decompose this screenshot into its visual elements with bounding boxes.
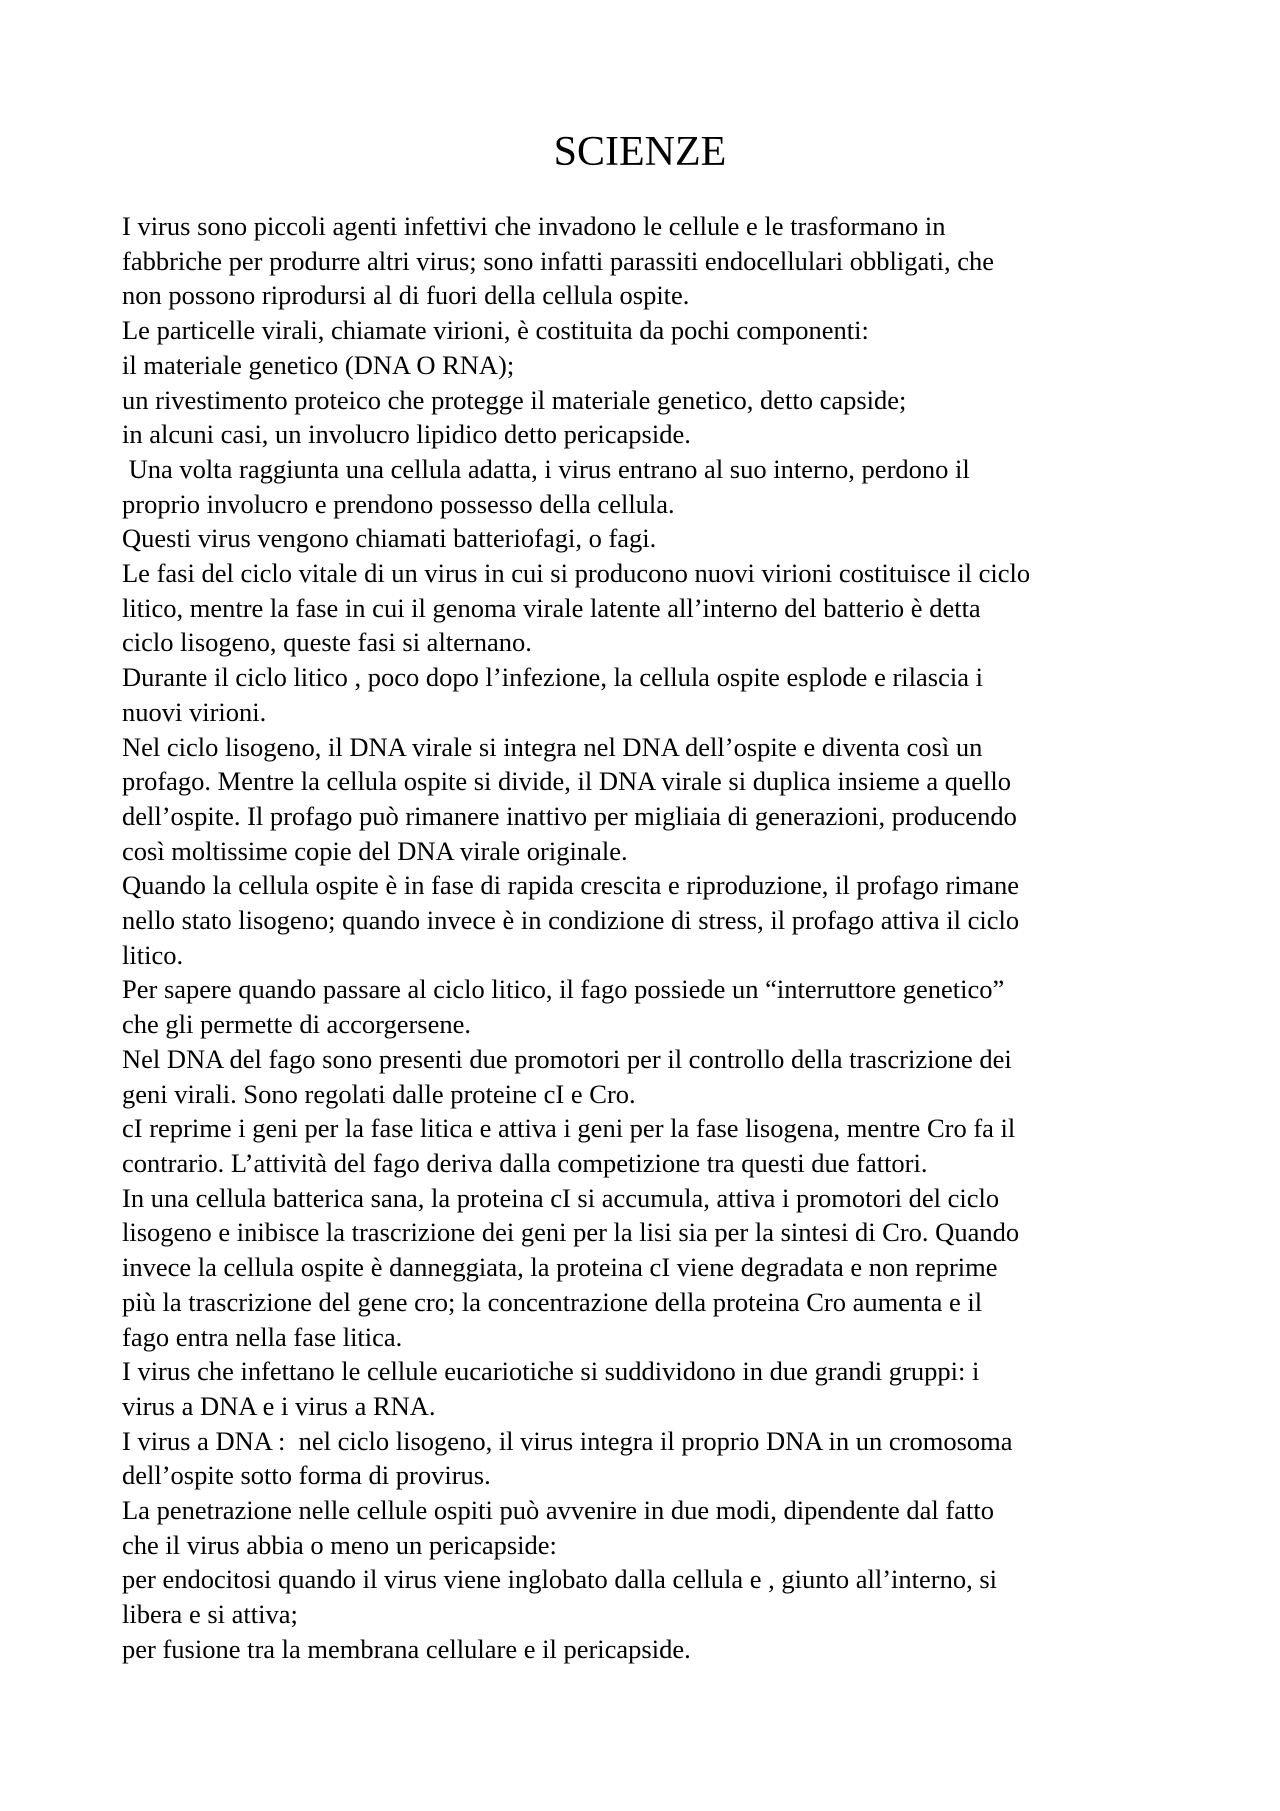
text-line: I virus che infettano le cellule eucariotiche si suddividono in due grandi gruppi: i xyxy=(122,1356,980,1387)
text-line: il materiale genetico (DNA O RNA); xyxy=(122,349,515,380)
text-line: fabbriche per produrre altri virus; sono infatti parassiti endocellulari obbligati, che xyxy=(122,245,995,276)
text-line: profago. Mentre la cellula ospite si divide, il DNA virale si duplica insieme a quello xyxy=(122,766,1011,797)
text-line: I virus sono piccoli agenti infettivi che invadono le cellule e le trasformano in xyxy=(122,211,946,241)
text-line: In una cellula batterica sana, la proteina cI si accumula, attiva i promotori del ciclo xyxy=(122,1182,1000,1213)
text-line: Le fasi del ciclo vitale di un virus in cui si producono nuovi virioni costituisce il ciclo xyxy=(122,558,1031,589)
text-line: cI reprime i geni per la fase litica e attiva i geni per la fase lisogena, mentre Cro fa il xyxy=(122,1113,1016,1144)
text-line: così moltissime copie del DNA virale originale. xyxy=(122,835,628,866)
text-line: nello stato lisogeno; quando invece è in condizione di stress, il profago attiva il ciclo xyxy=(122,905,1020,936)
text-line: per endocitosi quando il virus viene inglobato dalla cellula e , giunto all’interno, si xyxy=(122,1564,998,1595)
text-line: un rivestimento proteico che protegge il materiale genetico, detto capside; xyxy=(122,384,907,415)
text-line: non possono riprodursi al di fuori della cellula ospite. xyxy=(122,280,690,311)
text-line: I virus a DNA : nel ciclo lisogeno, il virus integra il proprio DNA in un cromosoma xyxy=(122,1425,1013,1456)
text-line: Nel ciclo lisogeno, il DNA virale si integra nel DNA dell’ospite e diventa così un xyxy=(122,731,983,762)
text-line: proprio involucro e prendono possesso della cellula. xyxy=(122,488,675,519)
text-line: libera e si attiva; xyxy=(122,1599,298,1630)
text-line: invece la cellula ospite è danneggiata, la proteina cI viene degradata e non reprime xyxy=(122,1252,998,1283)
text-line: in alcuni casi, un involucro lipidico detto pericapside. xyxy=(122,419,691,450)
text-line: virus a DNA e i virus a RNA. xyxy=(122,1390,436,1421)
text-line: Una volta raggiunta una cellula adatta, i virus entrano al suo interno, perdono il xyxy=(122,453,970,484)
text-line: lisogeno e inibisce la trascrizione dei geni per la lisi sia per la sintesi di Cro. Quando xyxy=(122,1217,1020,1248)
text-line: La penetrazione nelle cellule ospiti può avvenire in due modi, dipendente dal fatto xyxy=(122,1495,994,1526)
text-line: litico, mentre la fase in cui il genoma virale latente all’interno del batterio è detta xyxy=(122,592,981,623)
text-line: ciclo lisogeno, queste fasi si alternano. xyxy=(122,627,532,658)
text-line: Nel DNA del fago sono presenti due promotori per il controllo della trascrizione dei xyxy=(122,1043,1012,1074)
text-line: Le particelle virali, chiamate virioni, è costituita da pochi componenti: xyxy=(122,315,869,346)
text-line: che il virus abbia o meno un pericapside: xyxy=(122,1529,557,1560)
text-line: Questi virus vengono chiamati batteriofagi, o fagi. xyxy=(122,523,657,554)
body-text xyxy=(122,209,1182,1667)
text-line: nuovi virioni. xyxy=(122,696,267,727)
text-line: dell’ospite. Il profago può rimanere inattivo per migliaia di generazioni, producendo xyxy=(122,800,1017,831)
text-line: litico. xyxy=(122,939,184,970)
text-line: Per sapere quando passare al ciclo litico, il fago possiede un “interruttore genetico” xyxy=(122,974,1005,1005)
text-line: che gli permette di accorgersene. xyxy=(122,1009,471,1040)
text-line: dell’ospite sotto forma di provirus. xyxy=(122,1460,491,1491)
text-line: contrario. L’attività del fago deriva dalla competizione tra questi due fattori. xyxy=(122,1147,928,1178)
text-line: Durante il ciclo litico , poco dopo l’infezione, la cellula ospite esplode e rilascia i xyxy=(122,662,983,693)
page-title: SCIENZE xyxy=(553,129,727,175)
text-line: per fusione tra la membrana cellulare e il pericapside. xyxy=(122,1633,691,1664)
text-line: più la trascrizione del gene cro; la concentrazione della proteina Cro aumenta e il xyxy=(122,1286,983,1317)
text-line: geni virali. Sono regolati dalle proteine cI e Cro. xyxy=(122,1078,636,1109)
text-line: Quando la cellula ospite è in fase di rapida crescita e riproduzione, il profago rimane xyxy=(122,870,1019,901)
text-line: fago entra nella fase litica. xyxy=(122,1321,403,1352)
